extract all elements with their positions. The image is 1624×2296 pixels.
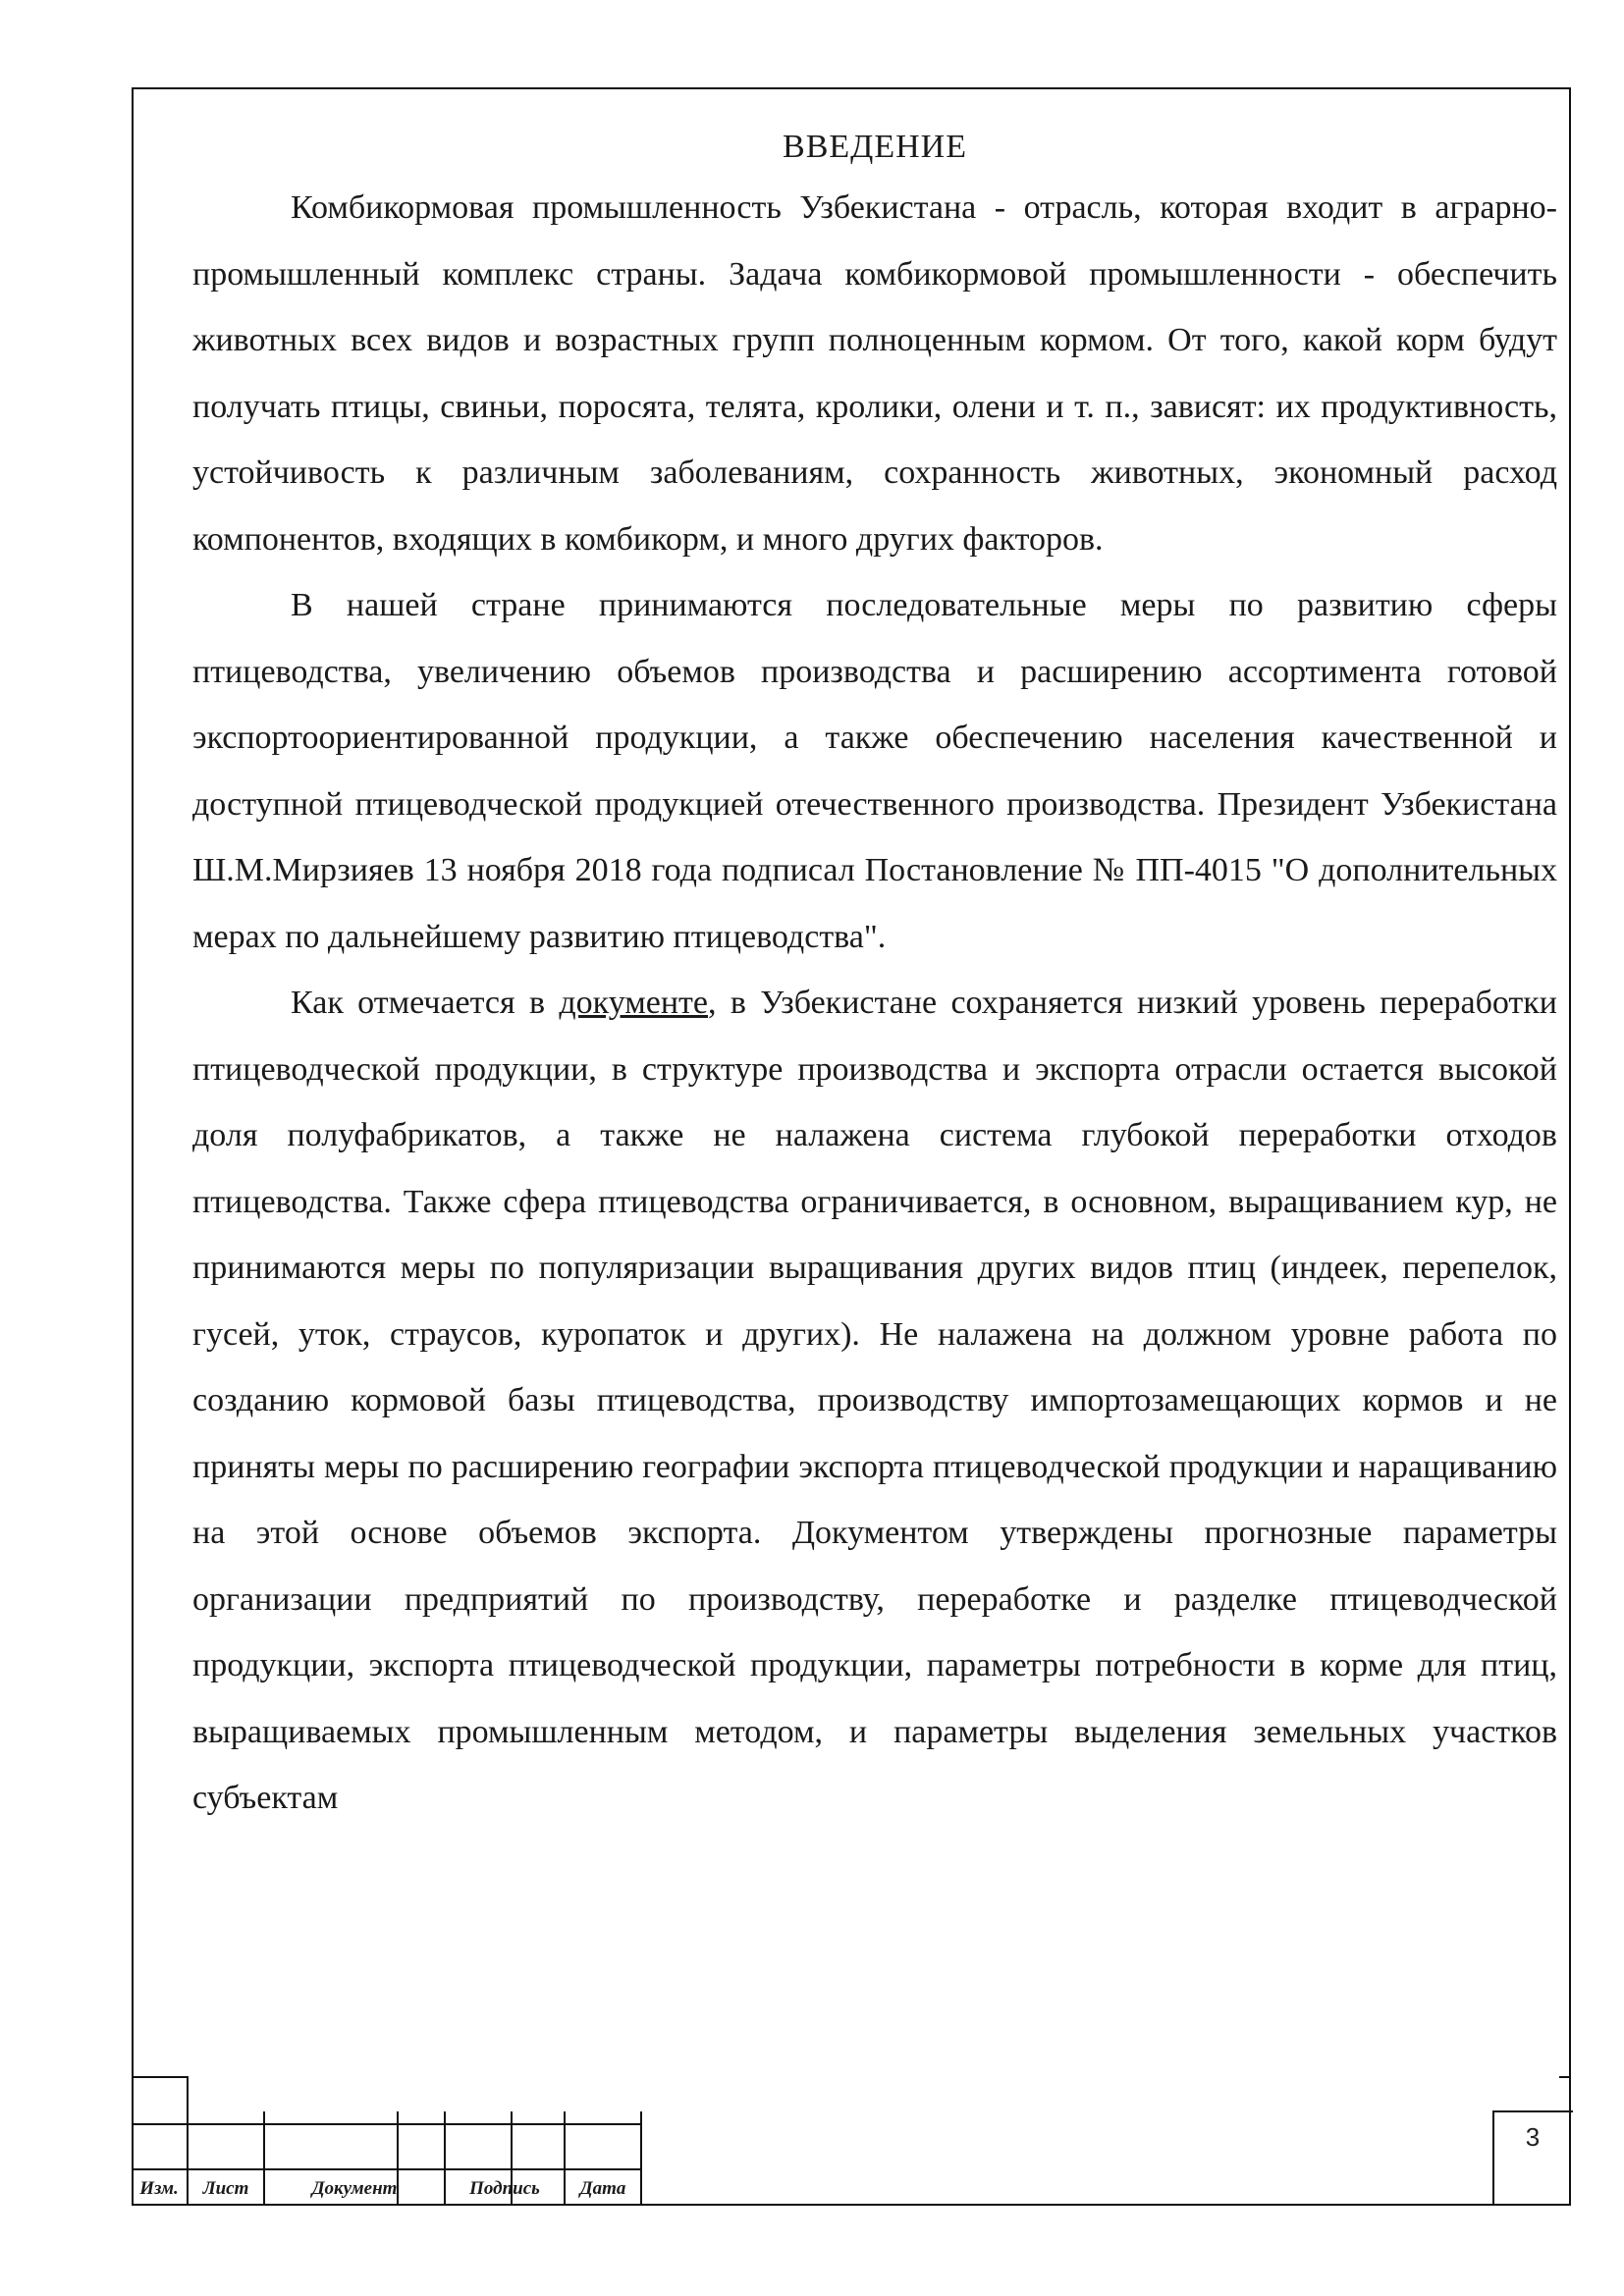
stamp-data-label: Дата: [579, 2178, 626, 2199]
paragraph-3-rest: , в Узбекистане сохраняется низкий уровень переработки птицеводческой продукции, в структуре производства и экспорта отрасли остается высокой доля полуфабрикатов, а также не налажена система глубокой переработки отходов птицеводства. Также сфера птицеводства ограничивается, в основном, выращиванием кур, не принимаются меры по популяризации выращивания других видов птиц (индеек, перепелок, гусей, уток, страусов, куропаток и других). Не налажена на должном уровне работа по созданию кормовой базы птицеводства, производству импортозамещающих кормов и не приняты меры по расширению географии экспорта птицеводческой продукции и наращиванию на этой основе объемов экспорта. Документом утверждены прогнозные параметры организации предприятий по производству, переработке и разделке птицеводческой продукции, экспорта птицеводческой продукции, параметры потребности в корме для птиц, выращиваемых промышленным методом, и параметры выделения земельных участков субъектам: [192, 985, 1557, 1816]
title-block-stamp: [132, 2076, 642, 2206]
stamp-izm-label: Изм.: [139, 2178, 179, 2199]
page-number: 3: [1525, 2122, 1541, 2152]
paragraph-3: [192, 970, 1557, 1832]
stamp-list-label: Лист: [202, 2178, 249, 2199]
stamp-document-label: Документ: [311, 2178, 398, 2199]
page-number-box: [1492, 2110, 1571, 2206]
paragraph-2: В нашей стране принимаются последовательные меры по развитию сферы птицеводства, увеличению объемов производства и расширению ассортимента готовой экспортоориентированной продукции, а также обеспечению населения качественной и доступной птицеводческой продукцией отечественного производства. Президент Узбекистана Ш.М.Мирзияев 13 ноября 2018 года подписал Постановление № ПП-4015 "О дополнительных мерах по дальнейшему развитию птицеводства".: [192, 587, 1557, 955]
document-body: [192, 120, 1557, 1832]
document-link[interactable]: документе: [559, 985, 708, 1021]
paragraph-3-start: Как отмечается в: [291, 985, 560, 1021]
frame-tick-right: [1559, 2076, 1571, 2078]
stamp-podpis-label: Подпись: [469, 2178, 540, 2199]
page-title: ВВЕДЕНИЕ: [783, 129, 967, 165]
paragraph-1: Комбикормовая промышленность Узбекистана - отрасль, которая входит в аграрно-промышленный комплекс страны. Задача комбикормовой промышленности - обеспечить животных всех видов и возрастных групп полноценным кормом. От того, какой корм будут получать птицы, свиньи, поросята, телята, кролики, олени и т. п., зависят: их продуктивность, устойчивость к различным заболеваниям, сохранность животных, экономный расход компонентов, входящих в комбикорм, и много других факторов.: [192, 189, 1557, 558]
